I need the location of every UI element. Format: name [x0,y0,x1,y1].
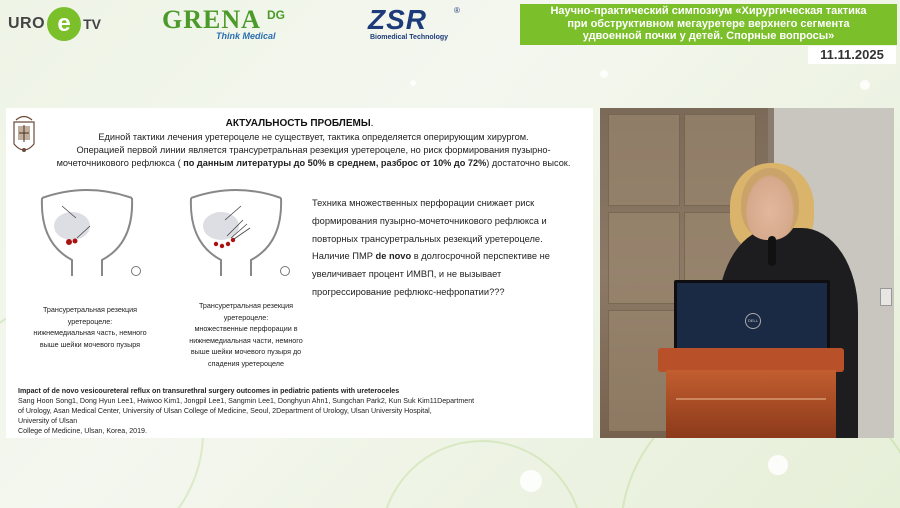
symposium-title-line-1: Научно-практический симпозиум «Хирургическая тактика [550,5,867,17]
caption-left-line-4: выше шейки мочевого пузыря [39,339,141,349]
speaker-video-feed [600,108,894,438]
findings-line-2: формирования пузырно-мочеточникового рефлюкса и [312,215,547,226]
monitor-brand-logo: DELL [745,313,761,329]
broadcast-header [0,0,900,62]
microphone-icon [768,236,776,266]
slide-findings-text [312,195,582,302]
caption-right-line-4: нижнемедиальная части, немного [189,335,303,345]
reference-title: Impact of de novo vesicoureteral reflux on transurethral surgery outcomes in pediatric patients with ureteroceles [18,387,400,395]
bladder-diagram-single-incision [32,188,142,280]
intro-line-2: Операцией первой линии является трансуретральная резекция уретероцеле, но риск формирования пузырно- [76,145,551,155]
caption-right-line-1: Трансуретральная резекция [198,301,294,310]
reference-authors-4: College of Medicine, Ulsan, Korea, 2019. [18,427,147,435]
reference-authors-3: University of Ulsan [18,417,78,425]
caption-single-incision [16,304,164,350]
reference-authors-1: Sang Hoon Song1, Dong Hyun Lee1, Hwiwoo Kim1, Jongpil Lee1, Sangmin Lee1, Donghyun Ahn1, Sungchan Park2, Kun Suk Kim11Department [18,397,475,405]
grena-logo-tagline: Think Medical [216,31,276,41]
zsr-logo-tagline: Biomedical Technology [370,34,449,41]
symposium-title-line-3: удвоенной почки у детей. Спорные вопросы» [582,30,835,42]
podium-top [658,348,844,372]
event-date: 11.11.2025 [808,46,896,64]
grena-logo [162,6,292,44]
intro-line-3 [36,157,591,170]
findings-line-1: Техника множественных перфорации снижает риск [312,198,535,208]
caption-left-line-2: уретероцеле: [67,316,113,326]
slide-intro [36,131,591,170]
caption-right-line-2: уретероцеле: [223,312,269,322]
findings-line-4-bold: de novo [375,251,412,262]
symposium-title-line-2: при обструктивном мегауретере верхнего сегмента [567,17,850,30]
grena-logo-name: GRENA [162,5,261,34]
grena-logo-sup: DG [267,8,285,22]
speaker-face [741,168,799,240]
wall-switch-icon [880,288,892,306]
reference-authors-2: of Urology, Asan Medical Center, University of Ulsan College of Medicine, Seoul, 2Department of Urology, Ulsan University Hospital, [18,407,432,415]
caption-multiple-perforations [176,300,316,369]
intro-line-3-pre: мочеточникового рефлюкса ( [56,158,184,168]
zsr-logo-name: ZSR [368,4,427,35]
intro-line-1: Единой тактики лечения уретероцеле не существует, тактика определяется оперирующим хирургом. [98,132,529,142]
slide-title-text: АКТУАЛЬНОСТЬ ПРОБЛЕМЫ [225,118,371,129]
urotv-logo-emblem: e [47,7,81,41]
caption-right-line-3: множественные перфорации в [194,324,298,333]
slide-title-dot: . [370,118,374,129]
literature-reference [18,386,588,436]
findings-line-4-post: в долгосрочной перспективе не [411,251,550,262]
slide-title [6,118,593,129]
caption-left-line-1: Трансуретральная резекция [42,305,138,314]
caption-right-line-6: спадения уретероцеле [207,358,284,368]
findings-line-5: увеличивает процент ИМВП, и не вызывает [312,269,502,280]
presentation-slide [6,108,593,438]
zsr-logo [368,6,468,44]
urotv-logo-left: URO [8,15,46,32]
zsr-logo-reg: ® [454,6,460,15]
caption-right-line-5: выше шейки мочевого пузыря до [190,347,302,356]
podium [666,370,836,438]
findings-line-4 [312,248,582,266]
findings-line-4-pre: Наличие ПМР [312,251,376,262]
symposium-title [520,4,897,45]
intro-line-3-post: ) достаточно высок. [486,158,571,168]
podium-monitor [674,280,830,356]
intro-line-3-bold: по данным литературы до 50% в среднем, разброс от 10% до 72% [183,158,487,168]
findings-line-3: повторных трансуретральных резекций уретероцеле. [312,233,543,244]
urotv-logo-right: TV [83,16,101,32]
urotv-logo [8,4,101,44]
findings-line-6: прогрессирование рефлюкс-нефропатии??? [312,286,505,297]
caption-left-line-3: нижнемедиальная часть, немного [33,328,147,337]
bladder-diagram-multiple-perforations [181,188,291,280]
